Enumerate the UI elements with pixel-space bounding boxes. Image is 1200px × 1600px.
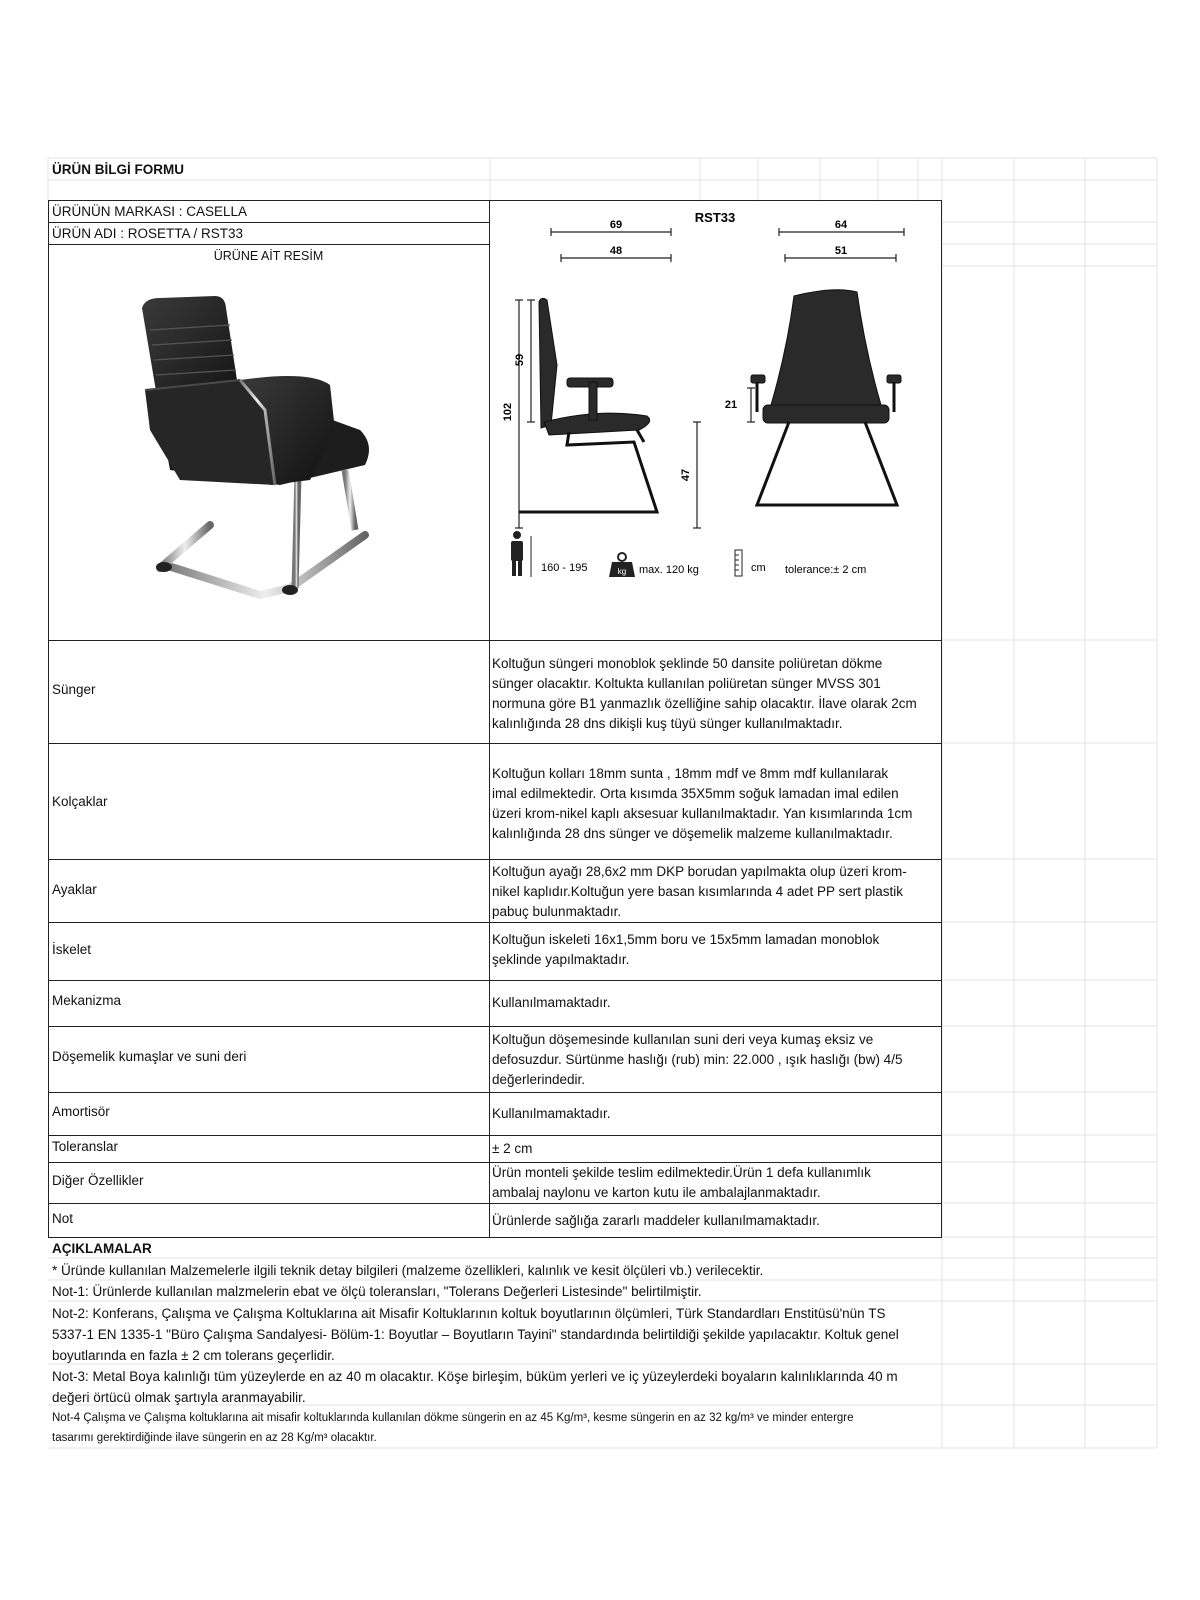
row-label-kolcaklar: Kolçaklar: [52, 794, 108, 809]
max-load: max. 120 kg: [639, 564, 699, 576]
row-divider: [48, 1026, 942, 1027]
chair-photo: [130, 290, 400, 610]
svg-text:kg: kg: [617, 567, 627, 576]
dim-48: 48: [609, 245, 623, 257]
row-desc-dosemelik: Koltuğun döşemesinde kullanılan suni deri veya kumaş eksiz ve defosuzdur. Sürtünme haslığı (rub) min: 22.000 , ışık haslığı (bw) 4/5 değerlerindedir.: [492, 1032, 903, 1087]
tolerance-label: tolerance:± 2 cm: [785, 564, 867, 576]
row-label-diger: Diğer Özellikler: [52, 1173, 144, 1188]
row-label-amortisor: Amortisör: [52, 1104, 110, 1119]
note-line: * Üründe kullanılan Malzemelerle ilgili teknik detay bilgileri (malzeme özellikleri, kalınlık ve kesit ölçüleri vb.) verilecektir.: [52, 1263, 764, 1278]
row-divider: [48, 922, 942, 923]
row-desc-diger: Ürün monteli şekilde teslim edilmektedir.Ürün 1 defa kullanımlık ambalaj naylonu ve karton kutu ile ambalajlanmaktadır.: [492, 1165, 871, 1200]
product-name-line: ÜRÜN ADI : ROSETTA / RST33: [52, 226, 244, 241]
header-divider-2: [48, 244, 489, 245]
note-line: Not-2: Konferans, Çalışma ve Çalışma Koltuklarına ait Misafir Koltuklarının koltuk boyutlarının ölçümleri, Türk Standardları Enstitüsü'nün TS: [52, 1306, 886, 1321]
row-label-toleranslar: Toleranslar: [52, 1139, 119, 1154]
dim-59: 59: [514, 353, 526, 367]
row-desc-mekanizma: Kullanılmamaktadır.: [492, 995, 611, 1010]
row-divider: [48, 640, 942, 641]
dim-102: 102: [502, 402, 514, 422]
user-height-range: 160 - 195: [541, 562, 588, 574]
form-title: ÜRÜN BİLGİ FORMU: [52, 162, 184, 177]
note-line: 5337-1 EN 1335-1 "Büro Çalışma Sandalyesi- Bölüm-1: Boyutlar – Boyutların Tayini" standardında belirtildiği şekilde yapılacaktır. Koltuk genel: [52, 1327, 899, 1342]
dim-64: 64: [834, 219, 848, 231]
weight-icon: [609, 553, 635, 577]
row-divider: [48, 1092, 942, 1093]
dim-69: 69: [609, 219, 623, 231]
brand-line: ÜRÜNÜN MARKASI : CASELLA: [52, 204, 248, 219]
row-desc-sunger: Koltuğun süngeri monoblok şeklinde 50 dansite poliüretan dökme sünger olacaktır. Koltukta kullanılan poliüretan sünger MVSS 301 normuna göre B1 yanmazlık özelliğine sahip olacaktır. İlave olarak 2cm kalınlığında 28 dns dikişli kuş tüyü sünger kullanılmaktadır.: [492, 656, 917, 731]
note-line: Not-1: Ürünlerde kullanılan malzmelerin ebat ve ölçü toleransları, "Tolerans Değerleri Listesinde" belirtilmiştir.: [52, 1284, 702, 1299]
header-divider-1: [48, 222, 489, 223]
dim-51: 51: [834, 245, 848, 257]
image-caption: ÜRÜNE AİT RESİM: [213, 249, 324, 263]
row-label-sunger: Sünger: [52, 682, 96, 697]
row-desc-amortisor: Kullanılmamaktadır.: [492, 1106, 611, 1121]
row-label-dosemelik: Döşemelik kumaşlar ve suni deri: [52, 1049, 247, 1064]
unit-label: cm: [751, 562, 766, 574]
row-label-not: Not: [52, 1211, 74, 1226]
row-label-mekanizma: Mekanizma: [52, 993, 122, 1008]
row-desc-toleranslar: ± 2 cm: [492, 1141, 533, 1156]
dim-47: 47: [680, 468, 692, 482]
row-label-iskelet: İskelet: [52, 942, 92, 957]
model-code: RST33: [694, 210, 736, 225]
row-desc-not: Ürünlerde sağlığa zararlı maddeler kullanılmamaktadır.: [492, 1213, 820, 1228]
row-desc-kolcaklar: Koltuğun kolları 18mm sunta , 18mm mdf ve 8mm mdf kullanılarak imal edilmektedir. Orta kısımda 35X5mm soğuk lamadan imal edilen üzeri krom-nikel kaplı aksesuar kullanılmaktadır. Yan kısımlarında 1cm kalınlığında 28 dns sünger ve döşemelik malzeme kullanılmaktadır.: [492, 766, 913, 841]
row-divider: [48, 980, 942, 981]
dim-21: 21: [724, 399, 738, 411]
row-label-ayaklar: Ayaklar: [52, 882, 97, 897]
row-divider: [48, 743, 942, 744]
technical-drawing: [489, 200, 942, 640]
note-line: tasarımı gerektirdiğinde ilave süngerin en az 28 Kg/m³ olacaktır.: [52, 1432, 377, 1444]
row-divider: [48, 1203, 942, 1204]
notes-title: AÇIKLAMALAR: [52, 1241, 152, 1256]
row-desc-ayaklar: Koltuğun ayağı 28,6x2 mm DKP borudan yapılmakta olup üzeri krom- nikel kaplıdır.Koltuğun yere basan kısımlarında 4 adet PP sert plastik pabuç bulunmaktadır.: [492, 864, 907, 919]
row-desc-iskelet: Koltuğun iskeleti 16x1,5mm boru ve 15x5mm lamadan monoblok şeklinde yapılmaktadır.: [492, 932, 880, 967]
row-divider: [48, 859, 942, 860]
row-divider: [48, 1135, 942, 1136]
person-icon: [511, 531, 523, 576]
note-line: değeri örtücü olmak şartıyla aranmayabilir.: [52, 1390, 306, 1405]
note-line: boyutlarında en fazla ± 2 cm tolerans geçerlidir.: [52, 1348, 335, 1363]
note-line: Not-3: Metal Boya kalınlığı tüm yüzeylerde en az 40 m olacaktır. Köşe birleşim, büküm yerleri ve iç yüzeylerdeki boyaların kalınlıklarında 40 m: [52, 1369, 898, 1384]
ruler-icon: [735, 550, 742, 576]
note-line: Not-4 Çalışma ve Çalışma koltuklarına ait misafir koltuklarında kullanılan dökme süngerin en az 45 Kg/m³, kesme süngerin en az 32 kg/m³ ve minder entergre: [52, 1412, 854, 1424]
